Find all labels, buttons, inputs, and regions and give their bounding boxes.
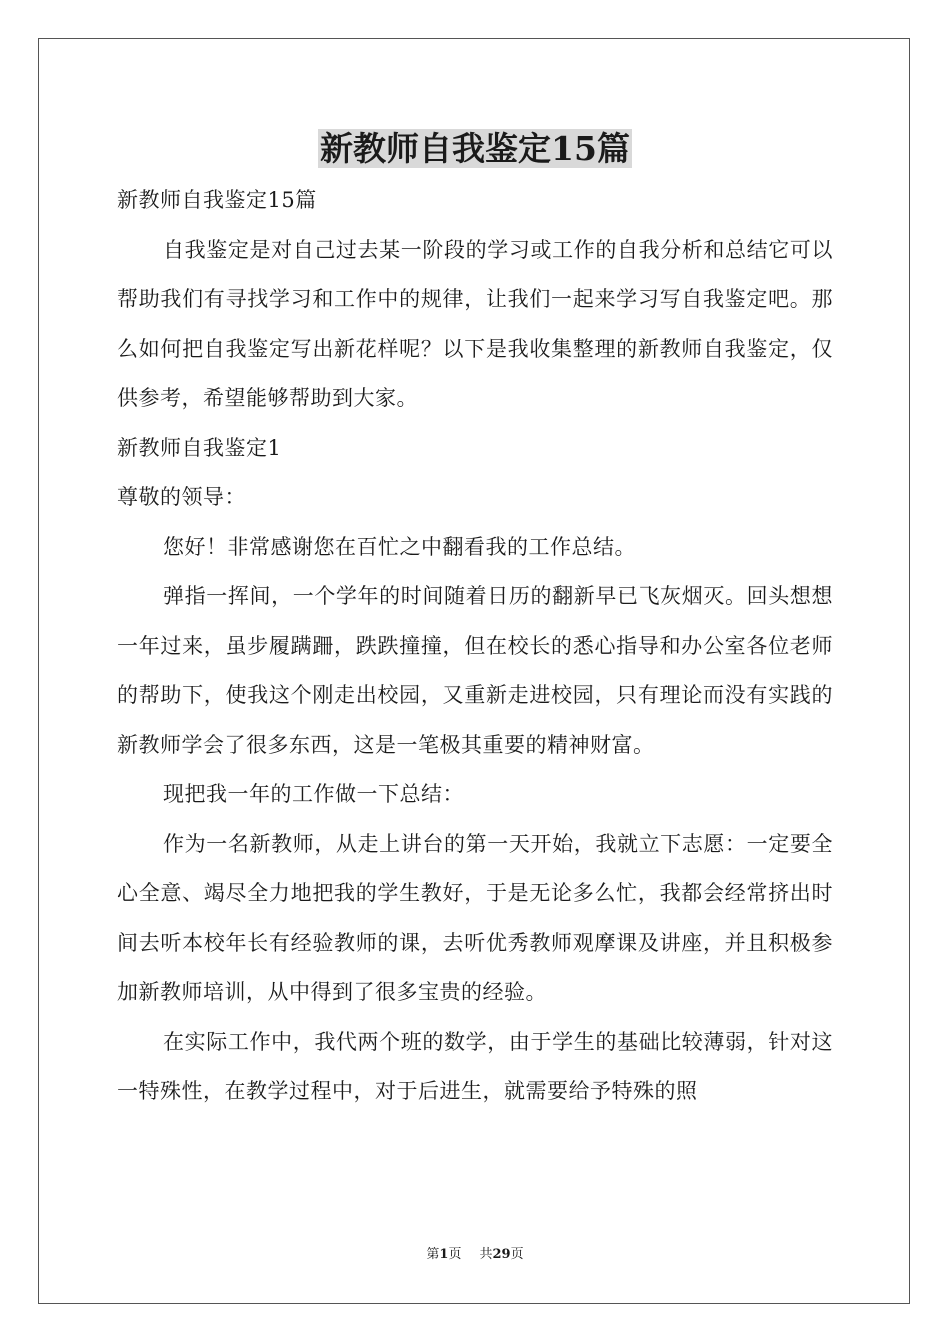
total-label-prefix: 共 (479, 1247, 493, 1262)
paragraph-learning: 作为一名新教师，从走上讲台的第一天开始，我就立下志愿：一定要全心全意、竭尽全力地把我的学生教好，于是无论多么忙，我都会经常挤出时间去听本校年长有经验教师的课，去听优秀教师观摩课及讲座，并且积极参加新教师培训，从中得到了很多宝贵的经验。 (117, 831, 833, 1004)
paragraph-reflection: 弹指一挥间，一个学年的时间随着日历的翻新早已飞灰烟灭。回头想想一年过来，虽步履蹒跚，跌跌撞撞，但在校长的悉心指导和办公室各位老师的帮助下，使我这个刚走出校园，又重新走进校园，只有理论而没有实践的新教师学会了很多东西，这是一笔极其重要的精神财富。 (117, 584, 833, 757)
page-number: 1 (439, 1247, 449, 1262)
salutation: 尊敬的领导： (117, 485, 246, 509)
page-label-prefix: 第 (426, 1247, 440, 1262)
paragraph-subtitle: 新教师自我鉴定15篇 (117, 188, 317, 212)
document-title-text: 新教师自我鉴定15篇 (320, 129, 630, 168)
paragraph-intro: 自我鉴定是对自己过去某一阶段的学习或工作的自我分析和总结它可以帮助我们有寻找学习和工作中的规律，让我们一起来学习写自我鉴定吧。那么如何把自我鉴定写出新花样呢？以下是我收集整理的新教师自我鉴定，仅供参考，希望能够帮助到大家。 (117, 237, 833, 410)
total-label-suffix: 页 (510, 1247, 524, 1262)
document-body (117, 176, 833, 1117)
document-title (0, 128, 950, 170)
page-footer (0, 1246, 950, 1264)
section-heading: 新教师自我鉴定1 (117, 435, 282, 460)
paragraph-greeting: 您好！非常感谢您在百忙之中翻看我的工作总结。 (163, 534, 636, 559)
page-label-suffix: 页 (448, 1247, 462, 1262)
paragraph-teaching: 在实际工作中，我代两个班的数学，由于学生的基础比较薄弱，针对这一特殊性，在教学过程中，对于后进生，就需要给予特殊的照 (117, 1029, 833, 1103)
paragraph-summary-intro: 现把我一年的工作做一下总结： (163, 782, 464, 806)
total-pages: 29 (492, 1247, 511, 1262)
